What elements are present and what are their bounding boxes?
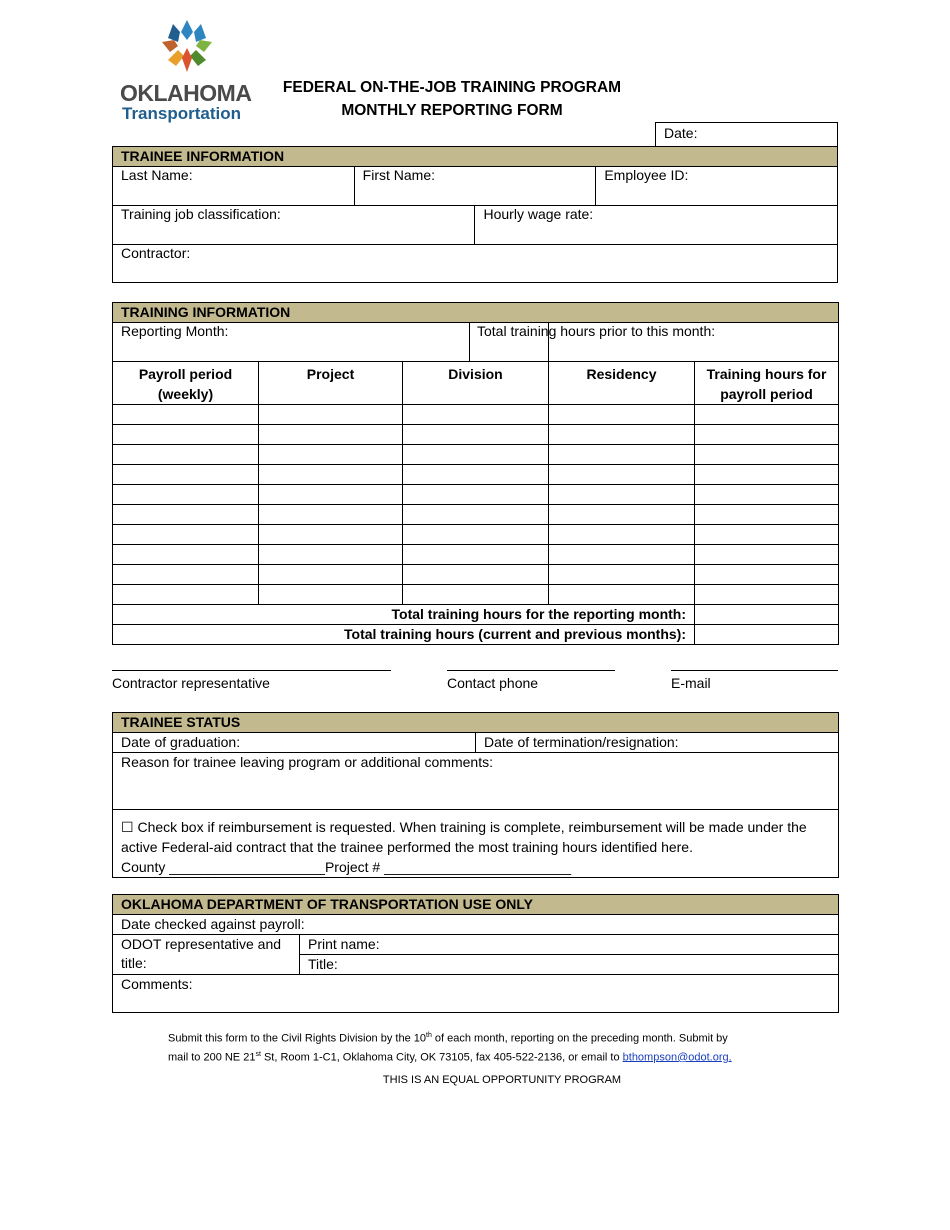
table-cell[interactable] [113, 445, 259, 465]
prior-hours-field[interactable] [477, 323, 839, 362]
odot-rep-label [113, 935, 300, 975]
total-all-label: Total training hours (current and previous months): [113, 625, 695, 645]
print-name-field[interactable] [300, 935, 839, 955]
logo-text-oklahoma: OKLAHOMA [120, 80, 252, 106]
table-cell[interactable] [549, 445, 695, 465]
first-name-field[interactable] [354, 167, 596, 206]
table-cell[interactable] [695, 445, 839, 465]
table-cell[interactable] [549, 485, 695, 505]
col-project: Project [259, 362, 403, 405]
table-cell[interactable] [695, 485, 839, 505]
footer-text-2: of each month, reporting on the preceding month. Submit by [431, 1032, 728, 1045]
table-cell[interactable] [259, 425, 403, 445]
equal-opportunity-text: THIS IS AN EQUAL OPPORTUNITY PROGRAM [382, 1074, 622, 1086]
graduation-label: Date of graduation: [121, 734, 241, 750]
table-cell[interactable] [403, 565, 549, 585]
email-label: E-mail [671, 675, 711, 691]
footer-sup-2: st [255, 1050, 261, 1058]
trainee-information-table [112, 146, 838, 283]
table-cell[interactable] [695, 465, 839, 485]
total-month-label: Total training hours for the reporting month: [113, 605, 695, 625]
training-information-header: TRAINING INFORMATION [113, 303, 839, 323]
trainee-status-header: TRAINEE STATUS [113, 713, 839, 733]
table-cell[interactable] [113, 545, 259, 565]
table-cell[interactable] [695, 565, 839, 585]
table-row [113, 585, 839, 605]
table-row [113, 505, 839, 525]
table-cell[interactable] [403, 445, 549, 465]
odot-title-field[interactable] [300, 955, 839, 975]
prior-hours-label: Total training hours prior to this month: [477, 323, 716, 339]
table-cell[interactable] [695, 405, 839, 425]
footer-instructions [168, 1028, 788, 1065]
odot-rep-label-line1: ODOT representative and [121, 936, 282, 952]
table-cell[interactable] [549, 405, 695, 425]
date-checked-label: Date checked against payroll: [121, 916, 305, 932]
table-cell[interactable] [549, 565, 695, 585]
employee-id-field[interactable] [596, 167, 838, 206]
table-cell[interactable] [113, 585, 259, 605]
table-cell[interactable] [695, 585, 839, 605]
total-all-value[interactable] [695, 625, 839, 645]
table-cell[interactable] [695, 525, 839, 545]
table-row [113, 405, 839, 425]
table-cell[interactable] [113, 565, 259, 585]
table-cell[interactable] [259, 545, 403, 565]
last-name-label: Last Name: [121, 167, 193, 183]
table-cell[interactable] [259, 405, 403, 425]
table-cell[interactable] [695, 425, 839, 445]
table-row [113, 525, 839, 545]
contractor-label: Contractor: [121, 245, 191, 261]
odot-rep-label-line2: title: [121, 955, 147, 971]
table-cell[interactable] [113, 405, 259, 425]
table-cell[interactable] [403, 585, 549, 605]
table-cell[interactable] [549, 465, 695, 485]
employee-id-label: Employee ID: [604, 167, 689, 183]
table-cell[interactable] [259, 525, 403, 545]
star-logo-icon [156, 18, 218, 74]
odot-title-label: Title: [308, 956, 338, 972]
table-cell[interactable] [259, 505, 403, 525]
contractor-field[interactable] [113, 245, 838, 283]
table-cell[interactable] [549, 545, 695, 565]
job-classification-field[interactable] [113, 206, 475, 245]
col-payroll-period: Payroll period (weekly) [113, 362, 259, 405]
table-row [113, 565, 839, 585]
table-cell[interactable] [259, 465, 403, 485]
table-cell[interactable] [259, 565, 403, 585]
table-cell[interactable] [113, 425, 259, 445]
table-cell[interactable] [113, 505, 259, 525]
odot-logo [120, 18, 260, 126]
table-cell[interactable] [403, 525, 549, 545]
table-cell[interactable] [403, 485, 549, 505]
odot-use-header: OKLAHOMA DEPARTMENT OF TRANSPORTATION USE ONLY [113, 895, 839, 915]
training-information-table [112, 302, 839, 645]
trainee-status-table [112, 712, 839, 878]
table-cell[interactable] [695, 505, 839, 525]
footer-sup-1: th [426, 1032, 432, 1039]
reimbursement-text-2: active Federal-aid contract that the trainee performed the most training hours identified here. [121, 839, 693, 855]
hourly-wage-field[interactable] [475, 206, 838, 245]
col-division: Division [403, 362, 549, 405]
date-label: Date: [664, 125, 698, 141]
termination-label: Date of termination/resignation: [484, 734, 679, 750]
table-row [113, 445, 839, 465]
table-cell[interactable] [549, 585, 695, 605]
table-cell[interactable] [403, 505, 549, 525]
table-row [113, 545, 839, 565]
table-row [113, 425, 839, 445]
last-name-field[interactable] [113, 167, 355, 206]
phone-signature-line[interactable] [447, 670, 615, 671]
footer-text-4: St, Room 1-C1, Oklahoma City, OK 73105, fax 405-522-2136, or email to [260, 1051, 623, 1064]
table-cell[interactable] [113, 465, 259, 485]
first-name-label: First Name: [362, 167, 435, 183]
reimbursement-text-1: Check box if reimbursement is requested. When training is complete, reimbursement will be made under the [137, 819, 807, 835]
county-project-line[interactable]: County ____________________Project # ________________________ [121, 859, 571, 875]
reimbursement-checkbox[interactable]: ☐ [121, 819, 134, 835]
reason-label: Reason for trainee leaving program or additional comments: [121, 754, 493, 770]
rep-signature-line[interactable] [112, 670, 391, 671]
contact-phone-label: Contact phone [447, 675, 539, 691]
form-title-line1: FEDERAL ON-THE-JOB TRAINING PROGRAM [282, 79, 622, 96]
table-cell[interactable] [403, 425, 549, 445]
table-cell[interactable] [403, 405, 549, 425]
comments-field[interactable] [113, 975, 839, 1013]
print-name-label: Print name: [308, 936, 380, 952]
job-classification-label: Training job classification: [121, 206, 281, 222]
graduation-field[interactable] [113, 733, 476, 753]
table-cell[interactable] [549, 505, 695, 525]
trainee-information-header: TRAINEE INFORMATION [113, 147, 838, 167]
table-cell[interactable] [549, 425, 695, 445]
table-row [113, 465, 839, 485]
date-field[interactable] [655, 122, 838, 147]
col-training-hours: Training hours for payroll period [695, 362, 839, 405]
logo-text-transportation: Transportation [122, 104, 242, 123]
table-cell[interactable] [259, 445, 403, 465]
total-month-value[interactable] [695, 605, 839, 625]
reimbursement-section [113, 810, 839, 878]
footer-text-3: mail to 200 NE 21 [168, 1051, 256, 1064]
reporting-month-label: Reporting Month: [121, 323, 229, 339]
email-signature-line[interactable] [671, 670, 838, 671]
reason-field[interactable] [113, 753, 839, 810]
termination-field[interactable] [476, 733, 839, 753]
table-cell[interactable] [259, 585, 403, 605]
table-cell[interactable] [695, 545, 839, 565]
table-cell[interactable] [113, 525, 259, 545]
table-row [113, 485, 839, 505]
hourly-wage-label: Hourly wage rate: [483, 206, 594, 222]
date-checked-field[interactable] [113, 915, 839, 935]
table-cell[interactable] [113, 485, 259, 505]
table-cell[interactable] [403, 545, 549, 565]
footer-email-link[interactable]: bthompson@odot.org. [622, 1051, 732, 1064]
table-cell[interactable] [259, 485, 403, 505]
table-cell[interactable] [549, 525, 695, 545]
odot-use-table [112, 894, 839, 1013]
form-title-line2: MONTHLY REPORTING FORM [341, 102, 563, 119]
col-residency: Residency [549, 362, 695, 405]
contractor-rep-label: Contractor representative [112, 675, 270, 691]
comments-label: Comments: [121, 976, 193, 992]
footer-text-1: Submit this form to the Civil Rights Division by the 10 [168, 1032, 426, 1045]
table-cell[interactable] [403, 465, 549, 485]
prior-hours-divider [469, 323, 470, 361]
